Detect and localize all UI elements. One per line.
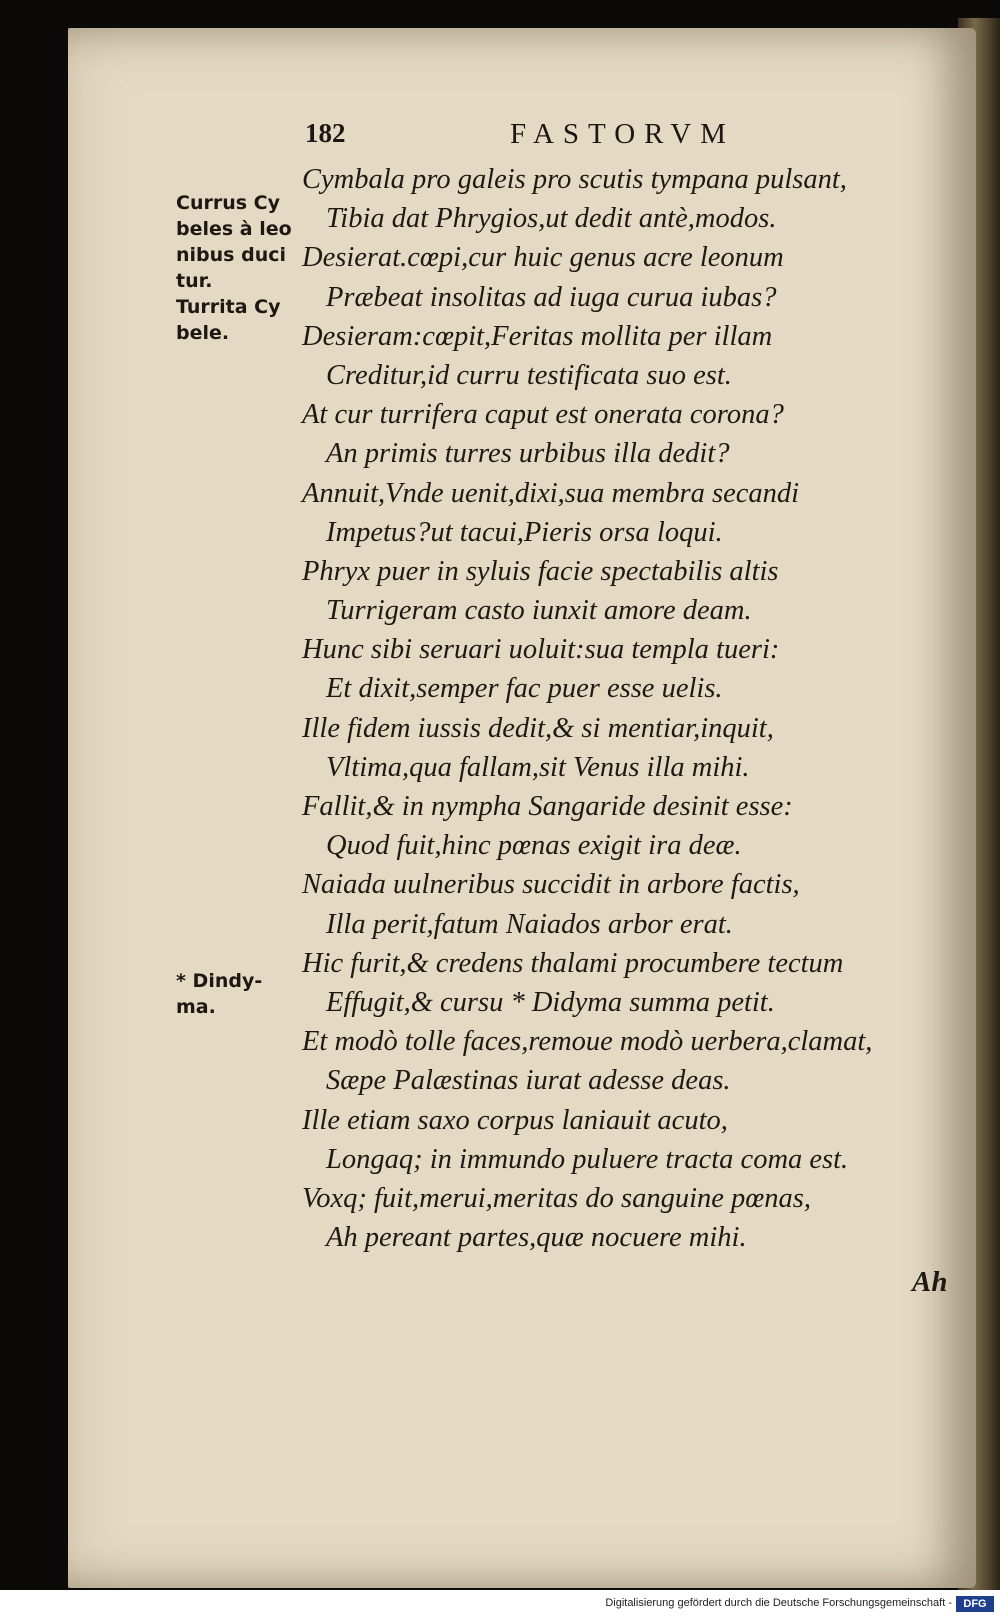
verse-line: Voxq; fuit,merui,meritas do sanguine pœnas,	[302, 1182, 812, 1214]
verse-line: Vltima,qua fallam,sit Venus illa mihi.	[326, 751, 750, 783]
catchword: Ah	[912, 1266, 948, 1298]
verse-line: Ille fidem iussis dedit,& si mentiar,inquit,	[302, 712, 774, 744]
page-header	[305, 118, 795, 158]
running-title: FASTORVM	[510, 118, 735, 150]
verse-line: Hic furit,& credens thalami procumbere tectum	[302, 947, 844, 979]
verse-line: Tibia dat Phrygios,ut dedit antè,modos.	[326, 203, 777, 235]
page-number: 182	[305, 118, 346, 148]
dfg-logo: DFG	[956, 1596, 994, 1612]
verse-line: Ah pereant partes,quæ nocuere mihi.	[326, 1222, 747, 1254]
verse-line: Desieram:cœpit,Feritas mollita per illam	[302, 320, 773, 352]
digitization-footer	[0, 1590, 1000, 1620]
verse-line: Desierat.cœpi,cur huic genus acre leonum	[302, 242, 784, 274]
verse-line: Turrigeram casto iunxit amore deam.	[326, 595, 752, 627]
verse-line: Phryx puer in syluis facie spectabilis altis	[302, 555, 779, 587]
verse-line: Præbeat insolitas ad iuga curua iubas?	[326, 281, 777, 313]
verse-line: At cur turrifera caput est onerata corona?	[302, 399, 784, 431]
poem-text	[302, 160, 942, 1257]
verse-line: Fallit,& in nympha Sangaride desinit esse:	[302, 791, 793, 822]
verse-line: Sæpe Palæstinas iurat adesse deas.	[326, 1065, 731, 1097]
verse-line: Longaq; in immundo puluere tracta coma est.	[326, 1143, 849, 1175]
verse-line: Hunc sibi seruari uoluit:sua templa tueri:	[302, 634, 780, 666]
verse-line: Et modò tolle faces,remoue modò uerbera,clamat,	[302, 1026, 873, 1058]
verse-line: Cymbala pro galeis pro scutis tympana pulsant,	[302, 164, 847, 195]
verse-line: Illa perit,fatum Naiados arbor erat.	[326, 908, 733, 940]
verse-line: Naiada uulneribus succidit in arbore factis,	[302, 869, 800, 901]
verse-line: Quod fuit,hinc pœnas exigit ira deæ.	[326, 830, 742, 862]
verse-line: Et dixit,semper fac puer esse uelis.	[326, 673, 723, 705]
marginal-note: Currus Cy beles à leo nibus duci tur. Turrita Cy bele.	[176, 192, 292, 344]
verse-line: Annuit,Vnde uenit,dixi,sua membra secandi	[302, 477, 800, 509]
verse-line: Effugit,& cursu * Didyma summa petit.	[326, 986, 775, 1018]
verse-line: Ille etiam saxo corpus laniauit acuto,	[302, 1104, 728, 1136]
verse-line: An primis turres urbibus illa dedit?	[326, 438, 730, 470]
verse-line: Creditur,id curru testificata suo est.	[326, 359, 732, 391]
marginal-note: * Dindy- ma.	[176, 970, 263, 1018]
verse-line: Impetus?ut tacui,Pieris orsa loqui.	[326, 516, 723, 548]
footer-credit: Digitalisierung gefördert durch die Deutsche Forschungsgemeinschaft -	[605, 1597, 952, 1609]
